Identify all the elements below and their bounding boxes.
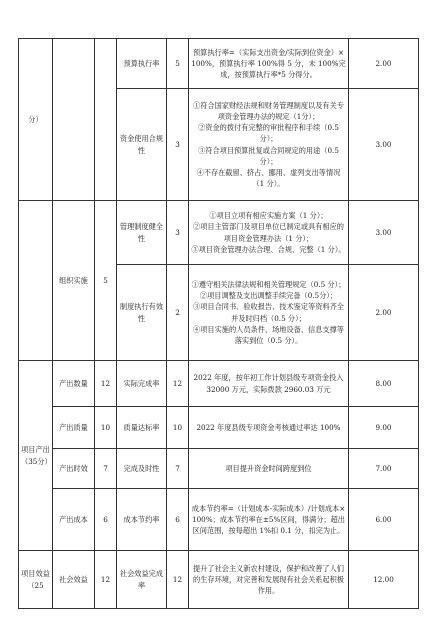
level1-cell: 项目产出（35分） bbox=[19, 361, 53, 551]
level2-cell: 社会效益 bbox=[53, 551, 95, 609]
score-cell: 2.00 bbox=[349, 39, 419, 89]
score-cell: 2.00 bbox=[349, 265, 419, 361]
criteria-cell bbox=[189, 89, 349, 201]
level3-weight-cell: 7 bbox=[167, 449, 189, 489]
criteria-line: ①遵守相关法律法规和相关管理规定（0.5 分）； bbox=[191, 280, 346, 290]
criteria-cell bbox=[189, 449, 349, 489]
score-cell: 12.00 bbox=[349, 551, 419, 609]
level3-weight-cell: 6 bbox=[167, 489, 189, 551]
level3-cell: 实际完成率 bbox=[117, 361, 167, 407]
level2-weight-cell: 12 bbox=[95, 551, 117, 609]
criteria-line: ④项目实施的人员条件、场地设备、信息支撑等落实到位（0.5 分）。 bbox=[193, 324, 344, 345]
criteria-line: ①符合国家财经法规和财务管理制度以及有关专项资金管理办法的规定（1分）； bbox=[193, 100, 344, 122]
level2-weight-cell: 7 bbox=[95, 449, 117, 489]
criteria-cell bbox=[189, 361, 349, 407]
criteria-line: 预算执行率=（实际支出资金/实际到位资金）×100%，预算执行率 100%得 5 分，未 100%完成，按预算执行率*5 分得分。 bbox=[191, 47, 346, 80]
level3-cell: 质量达标率 bbox=[117, 407, 167, 449]
level3-cell: 预算执行率 bbox=[117, 39, 167, 89]
criteria-line: 2022 年度县级专项资金考核通过率达 100% bbox=[196, 422, 341, 432]
score-cell: 3.00 bbox=[349, 201, 419, 265]
level2-cell bbox=[53, 39, 95, 201]
criteria-cell bbox=[189, 39, 349, 89]
criteria-line: 成本节约率=（计划成本-实际成本）/计划成本×100%；成本节约率在±5%区间，得满分；超出区间范围，按每超出 1%扣 0.1 分，扣完为止。 bbox=[191, 503, 346, 536]
level3-weight-cell: 10 bbox=[167, 407, 189, 449]
criteria-line: 项目提升资金时间跨度到位 bbox=[225, 463, 312, 473]
criteria-line: ①项目立项有相应实施方案（1 分）； bbox=[209, 211, 328, 221]
level2-weight-cell: 10 bbox=[95, 407, 117, 449]
performance-evaluation-table bbox=[18, 38, 419, 609]
level2-cell: 产出数量 bbox=[53, 361, 95, 407]
score-cell: 9.00 bbox=[349, 407, 419, 449]
criteria-line: 2022 年度，按年初工作计划县级专项资金投入 32000 万元，实际拨款 2960.03 万元 bbox=[193, 373, 344, 394]
level3-cell: 社会效益完成率 bbox=[117, 551, 167, 609]
level3-weight-cell: 12 bbox=[167, 361, 189, 407]
level3-weight-cell: 3 bbox=[167, 89, 189, 201]
score-cell: 6.00 bbox=[349, 489, 419, 551]
criteria-cell bbox=[189, 265, 349, 361]
table-row bbox=[19, 407, 419, 449]
table-row bbox=[19, 201, 419, 265]
level2-weight-cell bbox=[95, 39, 117, 201]
level2-cell: 产出时效 bbox=[53, 449, 95, 489]
table-row bbox=[19, 39, 419, 89]
table-row bbox=[19, 551, 419, 609]
criteria-line: 提升了社会主义新农村建设，保护和改善了人们的生存环境，对完善和发展现有社会关系起积极作用。 bbox=[193, 563, 344, 596]
level1-cell: 项目效益（25 bbox=[19, 551, 53, 609]
level1-cell bbox=[19, 201, 53, 361]
level3-weight-cell: 3 bbox=[167, 201, 189, 265]
criteria-cell bbox=[189, 407, 349, 449]
score-cell: 7.00 bbox=[349, 449, 419, 489]
criteria-cell bbox=[189, 489, 349, 551]
criteria-line: ②项目主管部门及项目单位已制定或具有相应的项目资金管理办法（1 分）； bbox=[193, 222, 344, 243]
level2-cell: 产出成本 bbox=[53, 489, 95, 551]
level1-cell: 分） bbox=[19, 39, 53, 201]
criteria-line: ④不存在截留、挤占、挪用、虚列支出等情况（1 分）。 bbox=[196, 167, 341, 188]
table-row bbox=[19, 361, 419, 407]
level3-weight-cell: 2 bbox=[167, 265, 189, 361]
level2-cell: 产出质量 bbox=[53, 407, 95, 449]
criteria-cell bbox=[189, 201, 349, 265]
table-row bbox=[19, 449, 419, 489]
score-cell: 3.00 bbox=[349, 89, 419, 201]
level3-cell: 制度执行有效性 bbox=[117, 265, 167, 361]
score-cell: 8.00 bbox=[349, 361, 419, 407]
level3-weight-cell: 12 bbox=[167, 551, 189, 609]
level3-cell: 资金使用合规性 bbox=[117, 89, 167, 201]
criteria-line: ②项目调整及支出调整手续完备（0.5分）； bbox=[199, 291, 338, 301]
criteria-cell bbox=[189, 551, 349, 609]
criteria-line: ③符合项目预算批复或合同规定的用途（0.5 分）； bbox=[198, 145, 339, 166]
level2-cell: 组织实施 bbox=[53, 201, 95, 361]
level3-cell: 完成及时性 bbox=[117, 449, 167, 489]
level2-weight-cell: 12 bbox=[95, 361, 117, 407]
criteria-line: ③项目合同书、验收报告、技术鉴定等资料齐全并及时归档（0.5 分）； bbox=[193, 302, 344, 323]
level3-cell: 管理制度健全性 bbox=[117, 201, 167, 265]
criteria-line: ②资金的拨付有完整的审批程序和手续（0.5 分）； bbox=[198, 123, 339, 144]
criteria-line: ③项目资金管理办法合理、合规、完整（1 分）。 bbox=[191, 244, 346, 254]
level3-cell: 成本节约率 bbox=[117, 489, 167, 551]
table-row bbox=[19, 489, 419, 551]
level2-weight-cell: 6 bbox=[95, 489, 117, 551]
level3-weight-cell: 5 bbox=[167, 39, 189, 89]
level2-weight-cell: 5 bbox=[95, 201, 117, 361]
